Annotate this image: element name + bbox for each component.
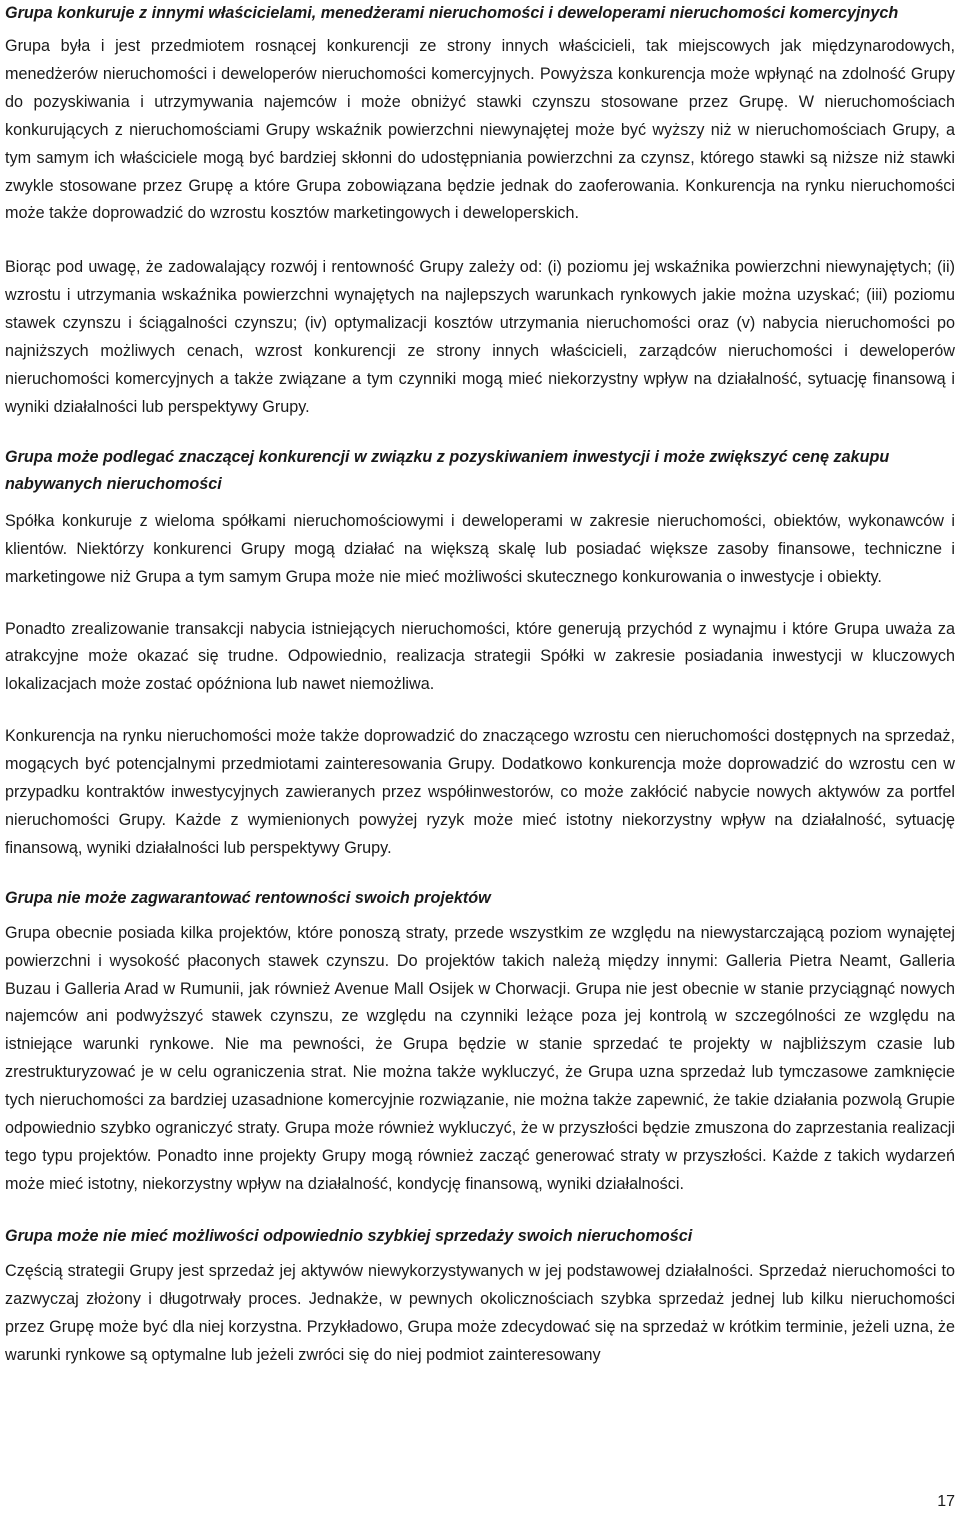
paragraph: Częścią strategii Grupy jest sprzedaż jej aktywów niewykorzystywanych w jej podstawowej działalności. Sprzedaż nieruchomości to zazwyczaj złożony i długotrwały proces. Jednakże, w pewnych okolicznościach szybka sprzedaż jednej lub kilku nieruchomości przez Grupę może być dla niej korzystna. Przykładowo, Grupa może zdecydować się na sprzedaż w krótkim terminie, jeżeli uzna, że warunki rynkowe są optymalne lub jeżeli zwróci się do niej podmiot zainteresowany [5, 1261, 955, 1364]
paragraph: Spółka konkuruje z wieloma spółkami nieruchomościowymi i deweloperami w zakresie nieruchomości, obiektów, wykonawców i klientów. Niektórzy konkurenci Grupy mogą działać na większą skalę lub posiadać większe zasoby finansowe, techniczne i marketingowe niż Grupa a tym samym Grupa może nie mieć możliwości skutecznego konkurowania o inwestycje i obiekty. [5, 511, 955, 586]
paragraph: Biorąc pod uwagę, że zadowalający rozwój i rentowność Grupy zależy od: (i) poziomu jej wskaźnika powierzchni niewynajętych; (ii) wzrostu i utrzymania wskaźnika powierzchni wynajętych na najlepszych warunkach rynkowych jakie można uzyskać; (iii) poziomu stawek czynszu i ściągalności czynszu; (iv) optymalizacji kosztów utrzymania nieruchomości oraz (v) nabycia nieruchomości po najniższych możliwych cenach, wzrost konkurencji ze strony innych właścicieli, zarządców nieruchomości i deweloperów nieruchomości komercyjnych a także związane a tym czynniki mogą mieć niekorzystny wpływ na działalność, sytuację finansową i wyniki działalności lub perspektywy Grupy. [5, 258, 955, 416]
paragraph: Ponadto zrealizowanie transakcji nabycia istniejących nieruchomości, które generują przychód z wynajmu i które Grupa uważa za atrakcyjne może okazać się trudne. Odpowiednio, realizacja strategii Spółki w zakresie posiadania inwestycji w kluczowych lokalizacjach może zostać opóźniona lub nawet niemożliwa. [5, 619, 955, 694]
paragraph: Grupa była i jest przedmiotem rosnącej konkurencji ze strony innych właścicieli, tak miejscowych jak międzynarodowych, menedżerów nieruchomości i deweloperów nieruchomości komercyjnych. Powyższa konkurencja może wpłynąć na zdolność Grupy do pozyskiwania i utrzymywania najemców i może obniżyć stawki czynszu stosowane przez Grupę. W nieruchomościach konkurujących z nieruchomościami Grupy wskaźnik powierzchni niewynajętej może być wyższy niż w nieruchomościach Grupy, a tym samym ich właściciele mogą być bardziej skłonni do udostępniania powierzchni za czynsz, którego stawki są niższe niż stawki zwykle stosowane przez Grupę a które Grupa zobowiązana będzie jednak do zaoferowania. Konkurencja na rynku nieruchomości może także doprowadzić do wzrostu kosztów marketingowych i deweloperskich. [5, 37, 955, 223]
paragraph: Konkurencja na rynku nieruchomości może także doprowadzić do znaczącego wzrostu cen nieruchomości dostępnych na sprzedaż, mogących być potencjalnymi przedmiotami zainteresowania Grupy. Dodatkowo konkurencja może doprowadzić do wzrostu cen w przypadku kontraktów inwestycyjnych zawieranych przez współinwestorów, co może zakłócić nabycie nowych aktywów za portfel nieruchomości Grupy. Każde z wymienionych powyżej ryzyk może mieć istotny niekorzystny wpływ na działalność, sytuację finansową, wyniki działalności lub perspektywy Grupy. [5, 727, 955, 857]
section-heading: Grupa konkuruje z innymi właścicielami, menedżerami nieruchomości i deweloperami nieruchomości komercyjnych [5, 4, 899, 22]
page-number: 17 [937, 1493, 955, 1510]
section-heading: Grupa nie może zagwarantować rentowności swoich projektów [5, 888, 491, 907]
section-heading: Grupa może podlegać znaczącej konkurencji w związku z pozyskiwaniem inwestycji i może zwiększyć cenę zakupu nabywanych nieruchomości [5, 447, 890, 493]
section-heading: Grupa może nie mieć możliwości odpowiednio szybkiej sprzedaży swoich nieruchomości [5, 1226, 693, 1245]
paragraph: Grupa obecnie posiada kilka projektów, które ponoszą straty, przede wszystkim ze względu na niewystarczającą poziom wynajętej powierzchni i wysokość płaconych stawek czynszu. Do projektów takich należą między innymi: Galleria Pietra Neamt, Galleria Buzau i Galleria Arad w Rumunii, jak również Avenue Mall Osijek w Chorwacji. Grupa nie jest obecnie w stanie przyciągnąć nowych najemców ani podwyższyć stawek czynszu, ze względu na czynniki leżące poza jej kontrolą w szczególności ze względu na istniejące warunki rynkowe. Nie ma pewności, że Grupa będzie w stanie sprzedać te projekty w najbliższym czasie lub zrestrukturyzować je w celu ograniczenia strat. Nie można także wykluczyć, że Grupa uzna sprzedaż lub tymczasowe zamknięcie tych nieruchomości za bardziej uzasadnione komercyjnie rozwiązanie, nie można także zapewnić, że takie działania pozwolą Grupie odpowiednio szybko ograniczyć straty. Grupa może również wykluczyć, że w przyszłości będzie zmuszona do zaprzestania realizacji tego typu projektów. Ponadto inne projekty Grupy mogą również zacząć generować straty w przyszłości. Każde z takich wydarzeń może mieć istotny, niekorzystny wpływ na działalność, kondycję finansową, wyniki działalności. [5, 923, 955, 1193]
document-page [5, 0, 955, 1369]
